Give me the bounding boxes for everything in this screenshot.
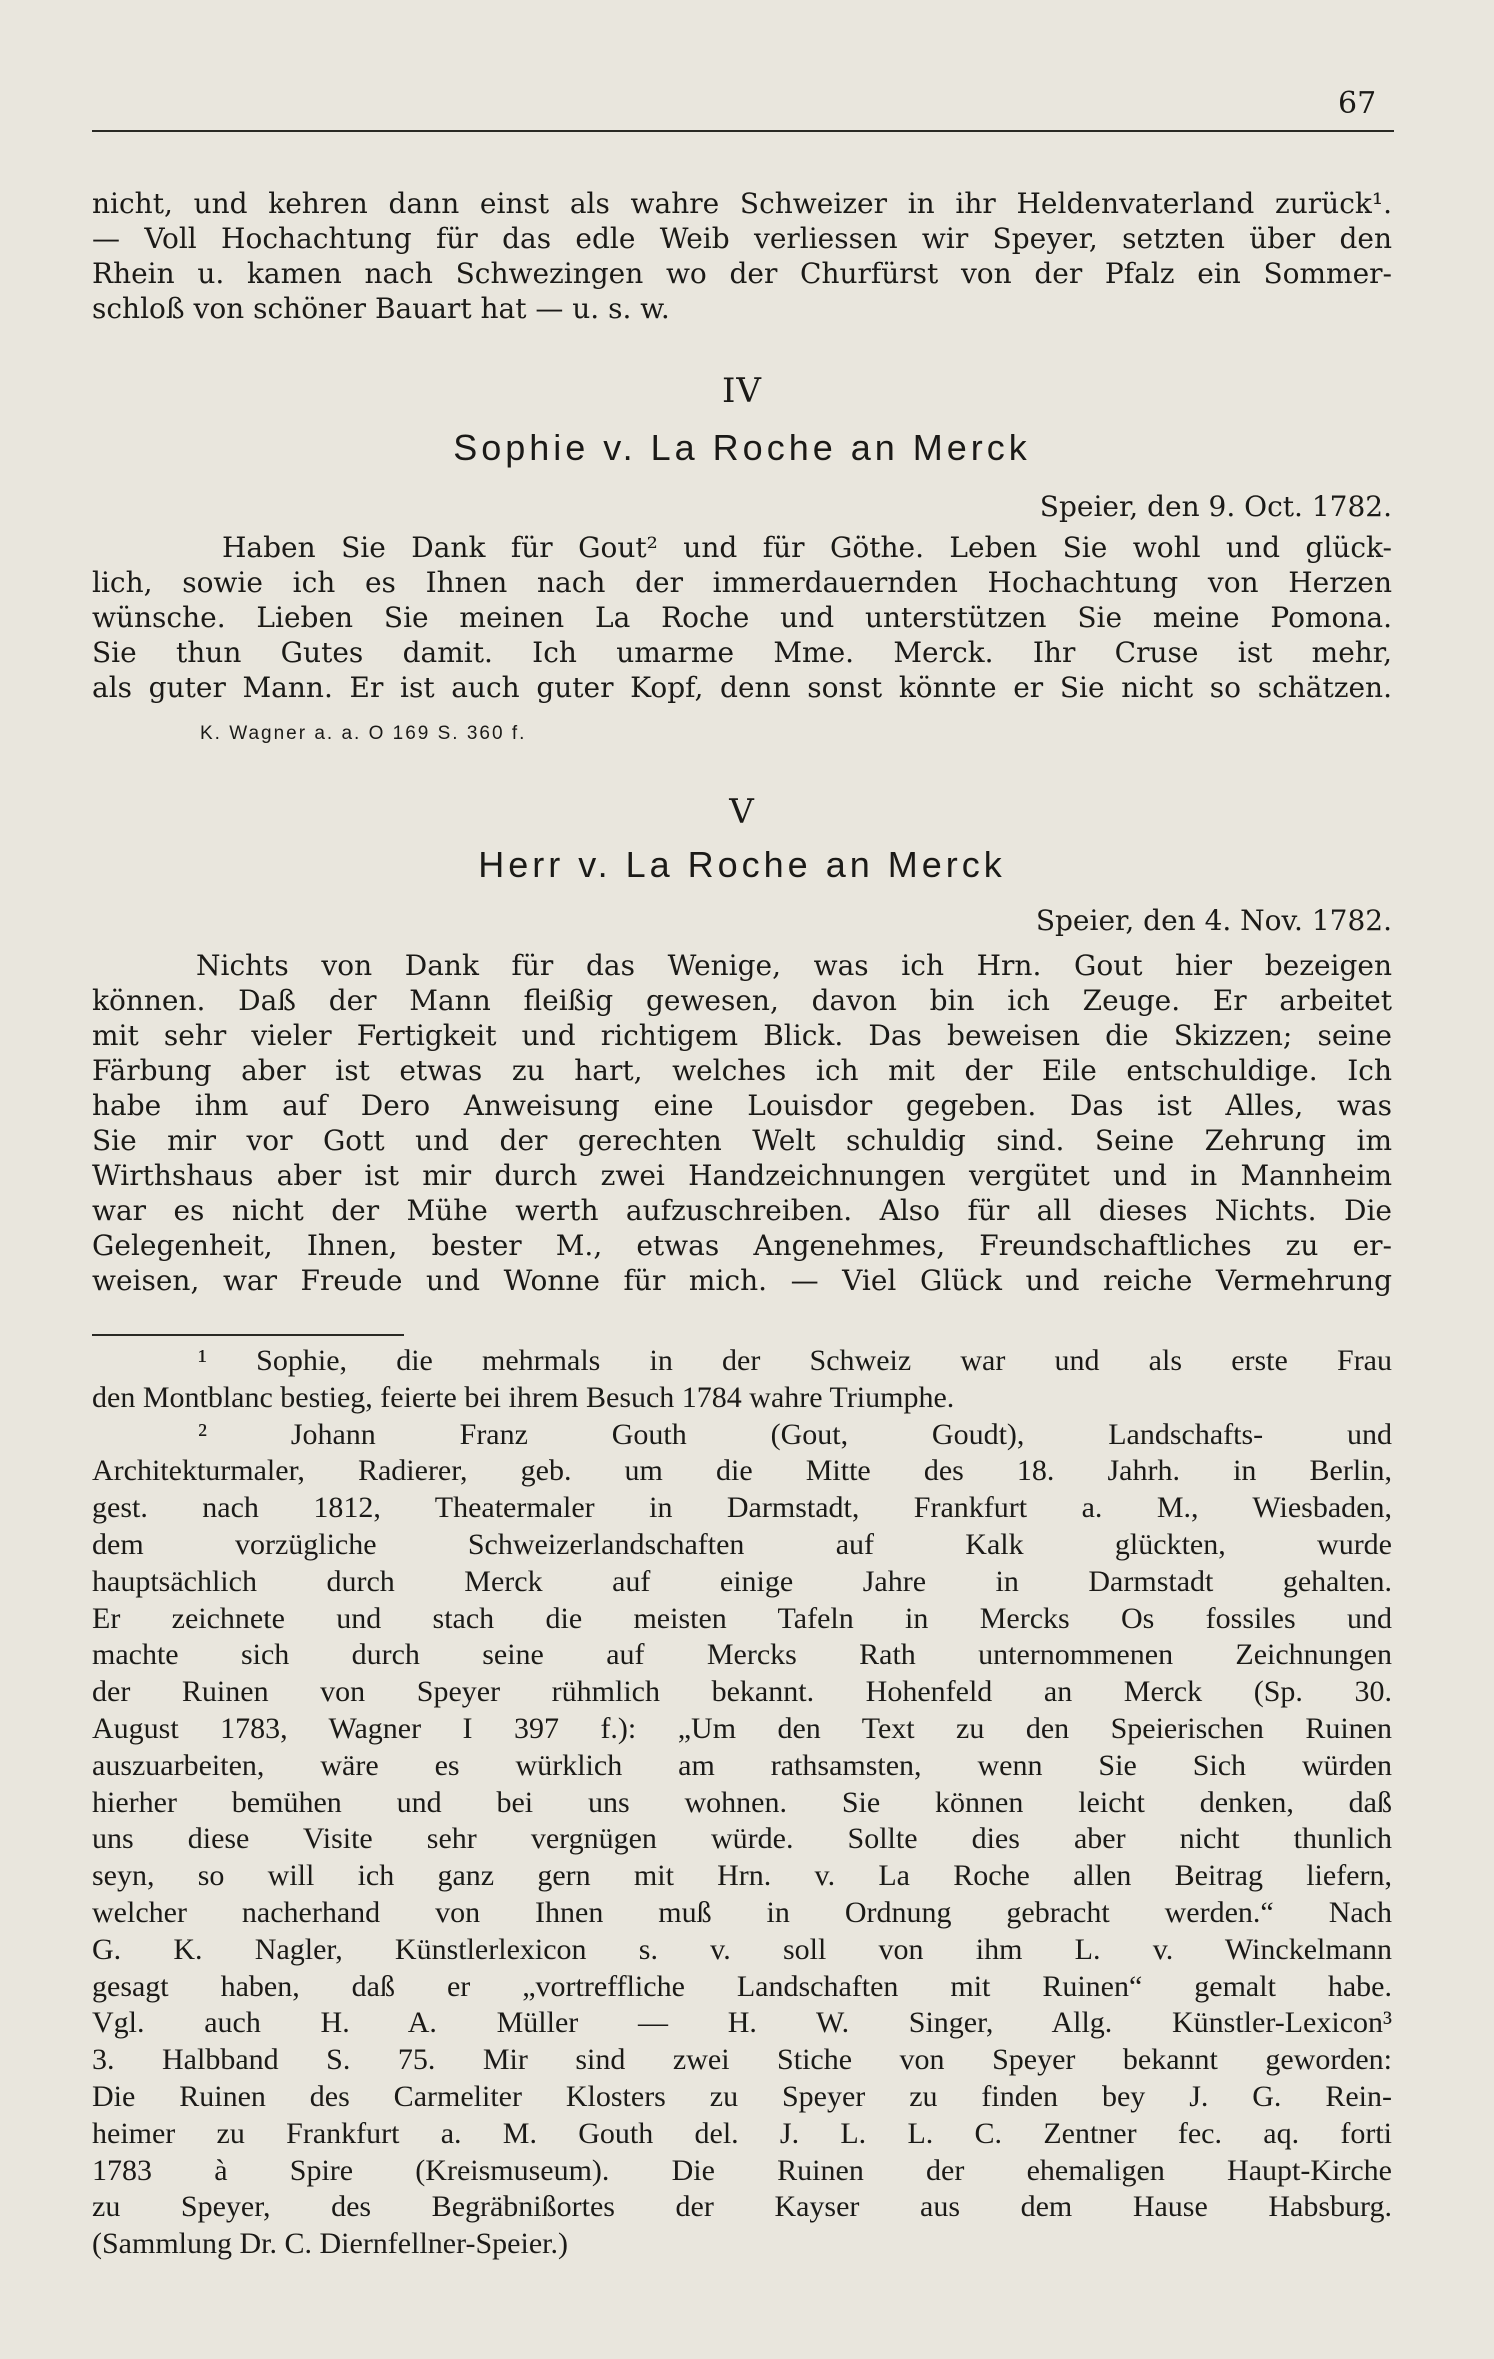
text-line: können. Daß der Mann fleißig gewesen, davon bin ich Zeuge. Er arbeitet bbox=[92, 984, 1392, 1017]
footnote-line: dem vorzügliche Schweizerlandschaften auf Kalk glückten, wurde bbox=[92, 1527, 1392, 1561]
letter-v-title: Herr v. La Roche an Merck bbox=[478, 844, 1006, 885]
header-rule bbox=[92, 130, 1394, 132]
footnote-line: Die Ruinen des Carmeliter Klosters zu Speyer zu finden bey J. G. Rein- bbox=[92, 2079, 1392, 2113]
footnote-line: Vgl. auch H. A. Müller — H. W. Singer, Allg. Künstler-Lexicon³ bbox=[92, 2006, 1392, 2040]
footnote-line: August 1783, Wagner I 397 f.): „Um den Text zu den Speierischen Ruinen bbox=[92, 1711, 1392, 1745]
text-line: habe ihm auf Dero Anweisung eine Louisdor gegeben. Das ist Alles, was bbox=[92, 1089, 1392, 1122]
text-line: nicht, und kehren dann einst als wahre Schweizer in ihr Heldenvaterland zurück¹. bbox=[92, 187, 1392, 220]
text-line: Sie mir vor Gott und der gerechten Welt schuldig sind. Seine Zehrung im bbox=[92, 1124, 1392, 1157]
letter-v-dateline: Speier, den 4. Nov. 1782. bbox=[1035, 904, 1392, 937]
text-line: schloß von schöner Bauart hat — u. s. w. bbox=[92, 292, 670, 325]
text-line: war es nicht der Mühe werth aufzuschreiben. Also für all dieses Nichts. Die bbox=[92, 1194, 1392, 1227]
text-line: wünsche. Lieben Sie meinen La Roche und unterstützen Sie meine Pomona. bbox=[92, 601, 1392, 634]
text-line: — Voll Hochachtung für das edle Weib verliessen wir Speyer, setzten über den bbox=[92, 222, 1392, 255]
footnote-line: gesagt haben, daß er „vortreffliche Landschaften mit Ruinen“ gemalt habe. bbox=[92, 1969, 1392, 2003]
footnote-line: welcher nacherhand von Ihnen muß in Ordnung gebracht werden.“ Nach bbox=[92, 1895, 1392, 1929]
letter-iv-dateline: Speier, den 9. Oct. 1782. bbox=[1039, 490, 1392, 523]
footnote-line: zu Speyer, des Begräbnißortes der Kayser aus dem Hause Habsburg. bbox=[92, 2190, 1392, 2224]
footnote-line: auszuarbeiten, wäre es würklich am rathsamsten, wenn Sie Sich würden bbox=[92, 1748, 1392, 1782]
text-line: mit sehr vieler Fertigkeit und richtigem Blick. Das beweisen die Skizzen; seine bbox=[92, 1019, 1392, 1052]
text-line: Färbung aber ist etwas zu hart, welches ich mit der Eile entschuldige. Ich bbox=[92, 1054, 1392, 1087]
footnote-line: 3. Halbband S. 75. Mir sind zwei Stiche von Speyer bekannt geworden: bbox=[92, 2043, 1392, 2077]
footnote-line: gest. nach 1812, Theatermaler in Darmstadt, Frankfurt a. M., Wiesbaden, bbox=[92, 1491, 1392, 1525]
intro-paragraph bbox=[92, 186, 1392, 326]
letter-iv-body bbox=[92, 530, 1392, 705]
text-line: Gelegenheit, Ihnen, bester M., etwas Angenehmes, Freundschaftliches zu er- bbox=[92, 1229, 1392, 1262]
citation-text: K. Wagner a. a. O 169 S. 360 f. bbox=[200, 723, 527, 744]
text-line: Haben Sie Dank für Gout² und für Göthe. Leben Sie wohl und glück- bbox=[222, 531, 1392, 564]
footnote-line: den Montblanc bestieg, feierte bei ihrem Besuch 1784 wahre Triumphe. bbox=[92, 1380, 955, 1414]
letter-iv-citation bbox=[100, 723, 1400, 745]
letter-v-body bbox=[92, 948, 1392, 1298]
footnote-line: 1783 à Spire (Kreismuseum). Die Ruinen der ehemaligen Haupt-Kirche bbox=[92, 2153, 1392, 2187]
footnote-line: der Ruinen von Speyer rühmlich bekannt. Hohenfeld an Merck (Sp. 30. bbox=[92, 1675, 1392, 1709]
footnotes bbox=[92, 1343, 1392, 2263]
letter-iv-title: Sophie v. La Roche an Merck bbox=[453, 427, 1031, 468]
footnote-line: Architekturmaler, Radierer, geb. um die Mitte des 18. Jahrh. in Berlin, bbox=[92, 1454, 1392, 1488]
text-line: weisen, war Freude und Wonne für mich. — Viel Glück und reiche Vermehrung bbox=[92, 1264, 1392, 1297]
text-line: Wirthshaus aber ist mir durch zwei Handzeichnungen vergütet und in Mannheim bbox=[92, 1159, 1392, 1192]
footnote-line: G. K. Nagler, Künstlerlexicon s. v. soll von ihm L. v. Winckelmann bbox=[92, 1932, 1392, 1966]
text-line: als guter Mann. Er ist auch guter Kopf, denn sonst könnte er Sie nicht so schätzen. bbox=[92, 671, 1392, 704]
footnote-line: Er zeichnete und stach die meisten Tafeln in Mercks Os fossiles und bbox=[92, 1601, 1392, 1635]
page-number: 67 bbox=[1338, 86, 1377, 121]
footnote-line: heimer zu Frankfurt a. M. Gouth del. J. L. L. C. Zentner fec. aq. forti bbox=[92, 2116, 1392, 2150]
letter-iv-numeral: IV bbox=[722, 371, 762, 411]
letter-v-numeral: V bbox=[729, 792, 755, 832]
footnote-line: ¹ Sophie, die mehrmals in der Schweiz war und als erste Frau bbox=[198, 1344, 1392, 1377]
footnote-line: hierher bemühen und bei uns wohnen. Sie können leicht denken, daß bbox=[92, 1785, 1392, 1819]
footnote-line: uns diese Visite sehr vergnügen würde. Sollte dies aber nicht thunlich bbox=[92, 1822, 1392, 1856]
footnote-rule bbox=[92, 1334, 404, 1336]
text-line: Rhein u. kamen nach Schwezingen wo der Churfürst von der Pfalz ein Sommer- bbox=[92, 257, 1392, 290]
footnote-line: seyn, so will ich ganz gern mit Hrn. v. La Roche allen Beitrag liefern, bbox=[92, 1859, 1392, 1893]
text-line: lich, sowie ich es Ihnen nach der immerdauernden Hochachtung von Herzen bbox=[92, 566, 1392, 599]
footnote-line: ² Johann Franz Gouth (Gout, Goudt), Landschafts- und bbox=[198, 1417, 1392, 1451]
footnote-line: machte sich durch seine auf Mercks Rath unternommenen Zeichnungen bbox=[92, 1638, 1392, 1672]
text-line: Nichts von Dank für das Wenige, was ich Hrn. Gout hier bezeigen bbox=[196, 949, 1392, 982]
footnote-line: hauptsächlich durch Merck auf einige Jahre in Darmstadt gehalten. bbox=[92, 1564, 1392, 1598]
footnote-line: (Sammlung Dr. C. Diernfellner-Speier.) bbox=[92, 2227, 568, 2261]
text-line: Sie thun Gutes damit. Ich umarme Mme. Merck. Ihr Cruse ist mehr, bbox=[92, 636, 1392, 669]
